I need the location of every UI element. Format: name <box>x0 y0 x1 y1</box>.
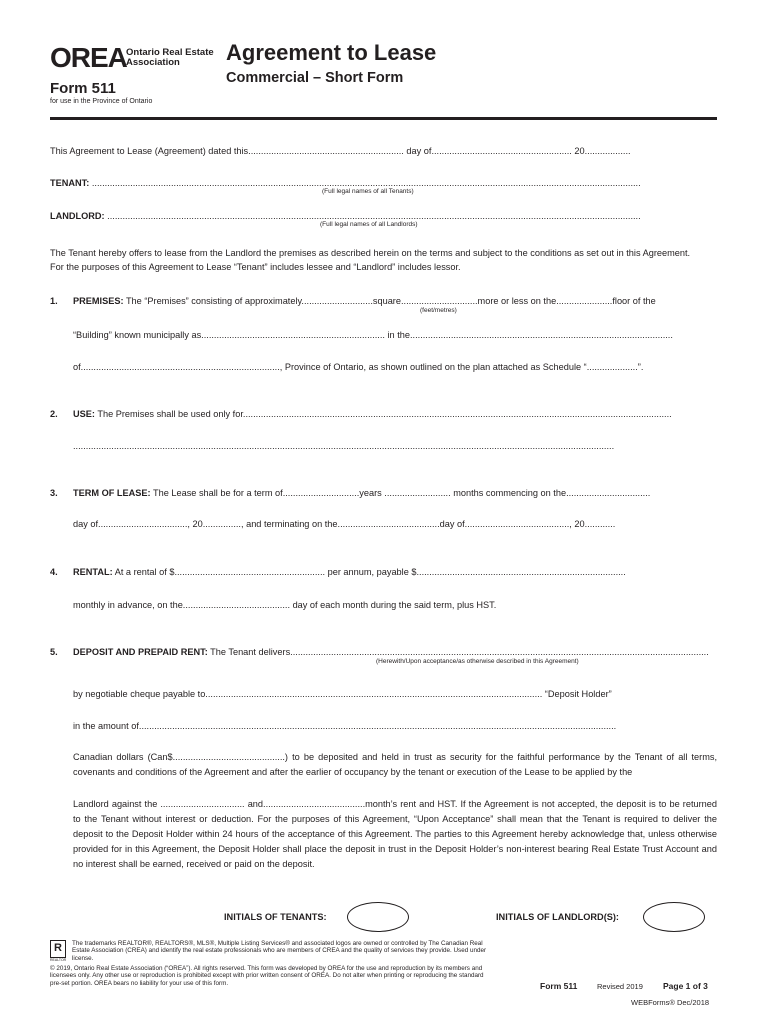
page-title: Agreement to Lease <box>226 40 437 65</box>
footer-form-number: Form 511 <box>540 981 578 991</box>
dated-line[interactable]: This Agreement to Lease (Agreement) dated this............................................................. day of....................................................... 20.................. <box>50 146 631 156</box>
section-3-number: 3. <box>50 488 58 498</box>
term-line-1[interactable] <box>73 487 719 499</box>
offer-line-2: For the purposes of this Agreement to Lease “Tenant” includes lessee and “Landlord” includes lessor. <box>50 262 461 272</box>
landlord-note: (Full legal names of all Landlords) <box>320 221 418 228</box>
realtor-mark-text: REALTOR <box>50 958 67 962</box>
use-text-1[interactable]: The Premises shall be used only for........................................................................................................................................................................ <box>97 409 672 419</box>
premises-line-3[interactable]: of.............................................................................., Province of Ontario, as shown outlined on the plan attached as Schedule “....................”. <box>73 362 644 372</box>
rental-label: RENTAL: <box>73 567 113 577</box>
tenant-field[interactable]: ....................................................................................................................................................................................................................... <box>91 178 641 188</box>
unit-note: (feet/metres) <box>420 307 457 314</box>
term-line-2[interactable]: day of..................................., 20..............., and terminating on the........................................day of........................................., 20............ <box>73 519 616 529</box>
tenant-label: TENANT: <box>50 178 90 188</box>
deposit-paragraph-1: Canadian dollars (Can$............................................) to be deposited and held in trust as security for the faithful performance by the Tenant of all terms, covenants and conditions of the Agreement and after the earlier of occupancy by the tenant or execution of the Lease to be applied by the <box>73 752 717 777</box>
tenant-note: (Full legal names of all Tenants) <box>322 188 414 195</box>
use-label: USE: <box>73 409 95 419</box>
rental-line-1[interactable] <box>73 566 719 578</box>
rental-line-2[interactable]: monthly in advance, on the.......................................... day of each month during the said term, plus HST. <box>73 600 497 610</box>
org-name-line2: Association <box>126 57 180 68</box>
footer-webforms: WEBForms® Dec/2018 <box>631 998 710 1007</box>
section-2-number: 2. <box>50 409 58 419</box>
organization-name <box>126 48 221 68</box>
term-label: TERM OF LEASE: <box>73 488 151 498</box>
section-1-number: 1. <box>50 296 58 306</box>
deposit-line-2[interactable]: by negotiable cheque payable to.................................................................................................................................... “Deposit Holder” <box>73 689 612 699</box>
copyright-notice: © 2019, Ontario Real Estate Association (“OREA”). All rights reserved. This form was developed by OREA for the use and reproduction by its members and licensees only. Any other use or reproduction is prohibited except with prior written consent of OREA. Do not alter when printing or reproducing the standard pre-set portion. OREA bears no liability for your use of this form. <box>50 965 484 987</box>
section-5-number: 5. <box>50 647 58 657</box>
premises-text-1[interactable]: The “Premises” consisting of approximately............................square..............................more or less on the......................floor of the <box>125 296 656 306</box>
premises-line-2[interactable]: “Building” known municipally as........................................................................ in the....................................................................................................... <box>73 330 673 340</box>
section-4-number: 4. <box>50 567 58 577</box>
deposit-paragraph-2: Landlord against the ................................. and........................................month’s rent and HST. If the Agreement is not accepted, the deposit is to be returned to the Tenant without interest or deduction. For the purposes of this Agreement, “Upon Acceptance” shall mean that the Tenant is required to deliver the deposit to the Deposit Holder within 24 hours of the acceptance of this Agreement. The parties to this Agreement hereby acknowledge that, unless otherwise provided for in this Agreement, the Deposit Holder shall place the deposit in trust in the Deposit Holder’s non-interest bearing Real Estate Trust Account and no interest shall be earned, received or paid on the deposit. <box>73 799 717 869</box>
deposit-line-3[interactable]: in the amount of........................................................................................................................................................................................... <box>73 721 617 731</box>
trademark-notice: The trademarks REALTOR®, REALTORS®, MLS®, Multiple Listing Services® and associated logos are owned or controlled by The Canadian Real Estate Association (CREA) and identify the real estate professionals who are members of CREA and the quality of services they provide. Used under license. <box>72 940 487 962</box>
deposit-note: (Herewith/Upon acceptance/as otherwise described in this Agreement) <box>376 658 579 665</box>
footer-page-number: Page 1 of 3 <box>663 981 708 991</box>
landlord-initials-label: INITIALS OF LANDLORD(S): <box>496 912 619 922</box>
use-line-2[interactable]: .................................................................................................................................................................................................................... <box>73 441 615 451</box>
tenant-initials-label: INITIALS OF TENANTS: <box>224 912 327 922</box>
org-name-line1: Ontario Real Estate <box>126 47 214 58</box>
header-divider <box>50 117 717 120</box>
offer-line-1: The Tenant hereby offers to lease from the Landlord the premises as described herein on the terms and subject to the conditions as set out in this Agreement. <box>50 248 691 258</box>
tenant-initials-box[interactable] <box>347 902 409 932</box>
deposit-text-1[interactable]: The Tenant delivers.................................................................................................................................................................... <box>210 647 709 657</box>
landlord-label: LANDLORD: <box>50 211 105 221</box>
form-number: Form 511 <box>50 80 116 97</box>
premises-label: PREMISES: <box>73 296 124 306</box>
use-line-1[interactable] <box>73 408 719 420</box>
orea-logo: OREA <box>50 42 127 73</box>
landlord-initials-box[interactable] <box>643 902 705 932</box>
term-text-1[interactable]: The Lease shall be for a term of..............................years .......................... months commencing on the................................. <box>152 488 651 498</box>
page-subtitle: Commercial – Short Form <box>226 70 404 86</box>
realtor-logo-icon: R <box>50 940 66 958</box>
landlord-field[interactable]: ................................................................................................................................................................................................................. <box>107 211 641 221</box>
form-use-note: for use in the Province of Ontario <box>50 98 153 105</box>
premises-line-1[interactable] <box>73 295 719 307</box>
rental-text-1[interactable]: At a rental of $........................................................... per annum, payable $.................................................................................. <box>114 567 626 577</box>
footer-revised: Revised 2019 <box>597 982 643 991</box>
deposit-line-1[interactable] <box>73 646 719 658</box>
deposit-label: DEPOSIT AND PREPAID RENT: <box>73 647 208 657</box>
